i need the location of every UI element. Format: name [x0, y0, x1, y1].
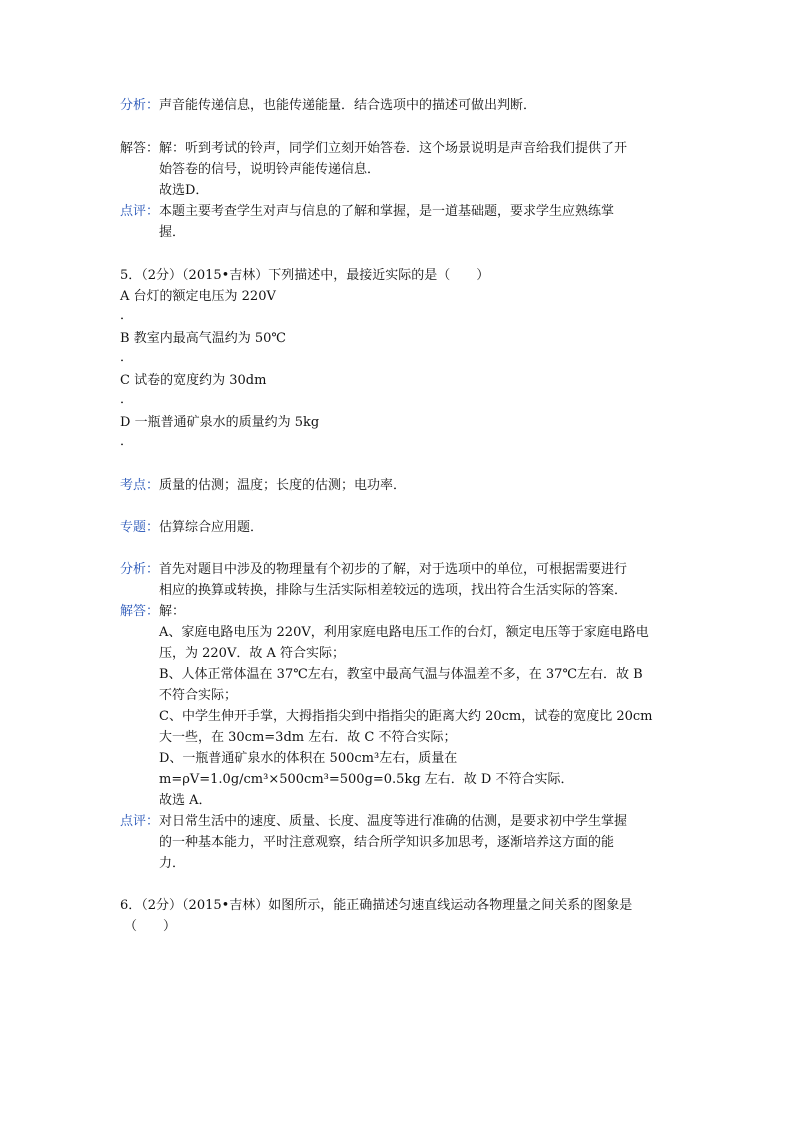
- q5-option-c: [120, 371, 266, 391]
- q5-comment-label: 点评：: [120, 814, 160, 829]
- analysis-text: 声音能传递信息，也能传递能量．结合选项中的描述可做出判断．: [159, 98, 537, 113]
- q5-option-d-dot: ．: [120, 434, 134, 449]
- option-letter: D: [120, 415, 131, 430]
- q5-analysis-line-2: 相应的换算或转换，排除与生活实际相差较远的选项，找出符合生活实际的答案．: [159, 583, 628, 598]
- q5-option-a: [120, 287, 276, 307]
- q5-option-d: [120, 413, 319, 433]
- q5-answer-line-1: 解：: [159, 604, 186, 619]
- option-letter: A: [120, 289, 130, 304]
- q5-answer-line-8: D、一瓶普通矿泉水的体积在 500cm³左右，质量在: [159, 751, 458, 766]
- option-text: 一瓶普通矿泉水的质量约为 5kg: [134, 415, 320, 430]
- q5-option-b-dot: ．: [120, 350, 134, 365]
- q5-answer-line-9: m=ρV=1.0g/cm³×500cm³=500g=0.5kg 左右．故 D 不符合实际．: [159, 772, 574, 787]
- q6-stem-line-2: （ ）: [124, 919, 177, 934]
- q6-stem-line-1: 6．（2分）（2015•吉林）如图所示，能正确描述匀速直线运动各物理量之间关系的图象是: [120, 898, 633, 913]
- topic-text: 估算综合应用题．: [159, 520, 264, 535]
- q4-answer-line-3: 故选D．: [159, 183, 209, 198]
- q5-answer-line-10: 故选 A．: [159, 793, 212, 808]
- analysis-label: 分析：: [120, 98, 160, 113]
- q5-knowledge-point: [120, 476, 406, 496]
- q5-option-b: [120, 329, 286, 349]
- q5-answer-line-6: C、中学生伸开手掌，大拇指指尖到中指指尖的距离大约 20cm，试卷的宽度比 20cm: [159, 709, 653, 724]
- option-text: 教室内最高气温约为 50℃: [133, 331, 286, 346]
- q5-answer-line-3: 压，为 220V．故 A 符合实际；: [159, 646, 345, 661]
- q4-answer-label: 解答：: [120, 141, 160, 156]
- q5-answer-line-4: B、人体正常体温在 37℃左右，教室中最高气温与体温差不多，在 37℃左右．故 B: [159, 667, 643, 682]
- q5-comment-line-1: 对日常生活中的速度、质量、长度、温度等进行准确的估测，是要求初中学生掌握: [159, 814, 628, 829]
- option-text: 台灯的额定电压为 220V: [133, 289, 276, 304]
- q5-stem: 5．（2分）（2015•吉林）下列描述中，最接近实际的是（ ）: [120, 268, 490, 283]
- knowledge-text: 质量的估测；温度；长度的估测；电功率．: [159, 478, 407, 493]
- q5-analysis-line-1: 首先对题目中涉及的物理量有个初步的了解，对于选项中的单位，可根据需要进行: [159, 562, 628, 577]
- q5-option-a-dot: ．: [120, 308, 134, 323]
- q5-analysis-label: 分析：: [120, 562, 160, 577]
- q5-answer-line-2: A、家庭电路电压为 220V，利用家庭电路电压工作的台灯，额定电压等于家庭电路电: [159, 625, 649, 640]
- q4-answer-line-1: 解：听到考试的铃声，同学们立刻开始答卷．这个场景说明是声音给我们提供了开: [159, 141, 628, 156]
- q5-answer-line-5: 不符合实际；: [159, 688, 238, 703]
- option-letter: B: [120, 331, 130, 346]
- q5-comment-line-3: 力．: [159, 856, 186, 871]
- q4-comment-label: 点评：: [120, 204, 160, 219]
- option-text: 试卷的宽度约为 30dm: [134, 373, 267, 388]
- q5-answer-label: 解答：: [120, 604, 160, 619]
- topic-label: 专题：: [120, 520, 160, 535]
- q4-answer-line-2: 始答卷的信号，说明铃声能传递信息．: [159, 162, 381, 177]
- q4-comment-line-2: 握．: [159, 225, 186, 240]
- q5-topic: [120, 518, 263, 538]
- knowledge-label: 考点：: [120, 478, 160, 493]
- q5-comment-line-2: 的一种基本能力，平时注意观察，结合所学知识多加思考，逐渐培养这方面的能: [159, 835, 615, 850]
- option-letter: C: [120, 373, 130, 388]
- q5-answer-line-7: 大一些，在 30cm=3dm 左右．故 C 不符合实际；: [159, 730, 457, 745]
- q4-analysis: [120, 96, 536, 116]
- q5-option-c-dot: ．: [120, 392, 134, 407]
- q4-comment-line-1: 本题主要考查学生对声与信息的了解和掌握，是一道基础题，要求学生应熟练掌: [159, 204, 615, 219]
